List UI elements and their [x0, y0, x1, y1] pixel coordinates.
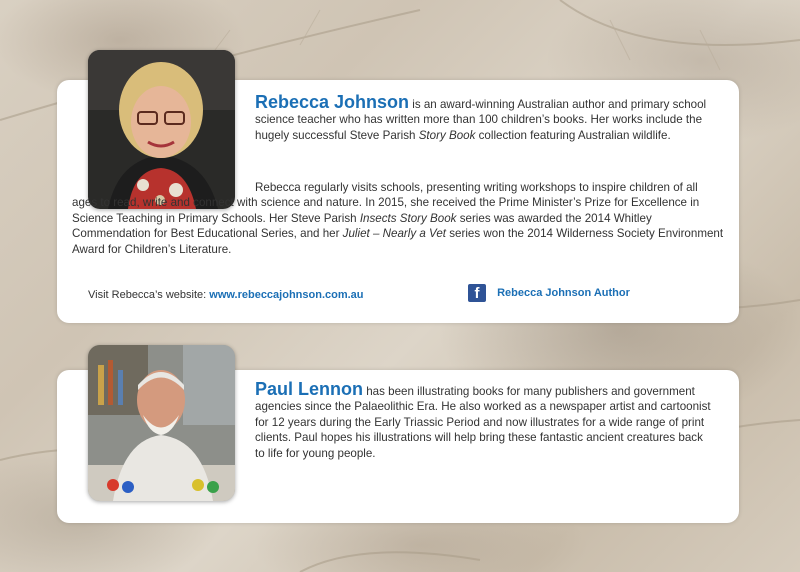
facebook-icon: f [468, 284, 486, 302]
rebecca-bio-paragraph-1: Rebecca Johnson is an award-winning Australian author and primary school science teacher who has written more than 100 children’s books. Her works include the hugely successful Steve Parish Story Book collection featuring Australian wildlife. [255, 92, 707, 142]
paul-bio-paragraph: Paul Lennon has been illustrating books for many publishers and government agencies since the Palaeolithic Era. He also worked as a newspaper artist and cartoonist for 12 years during the Early Triassic Period and now illustrates for a wide range of print clients. Paul hopes his illustrations will help bring these fantastic ancient creatures back to life for young people. [255, 379, 711, 460]
facebook-link[interactable]: f Rebecca Johnson Author [468, 284, 688, 302]
author-name-paul: Paul Lennon [255, 379, 363, 399]
author-name-rebecca: Rebecca Johnson [255, 92, 410, 112]
website-line: Visit Rebecca’s website: www.rebeccajohnson.com.au [88, 289, 364, 301]
paul-lennon-photo [88, 345, 235, 501]
rebecca-bio-paragraph-2: Rebecca regularly visits schools, presenting writing workshops to inspire children of all ages to read, write and connect with science and nature. In 2015, she received the Prime Minister’s Prize for Excellence in Science Teaching in Primary Schools. Her Steve Parish Insects Story Book series was awarded the 2014 Whitley Commendation for Best Educational Series, and her Juliet – Nearly a Vet series won the 2014 Wilderness Society Environment Award for Children’s Literature. [72, 181, 724, 256]
website-link[interactable]: www.rebeccajohnson.com.au [209, 289, 364, 301]
